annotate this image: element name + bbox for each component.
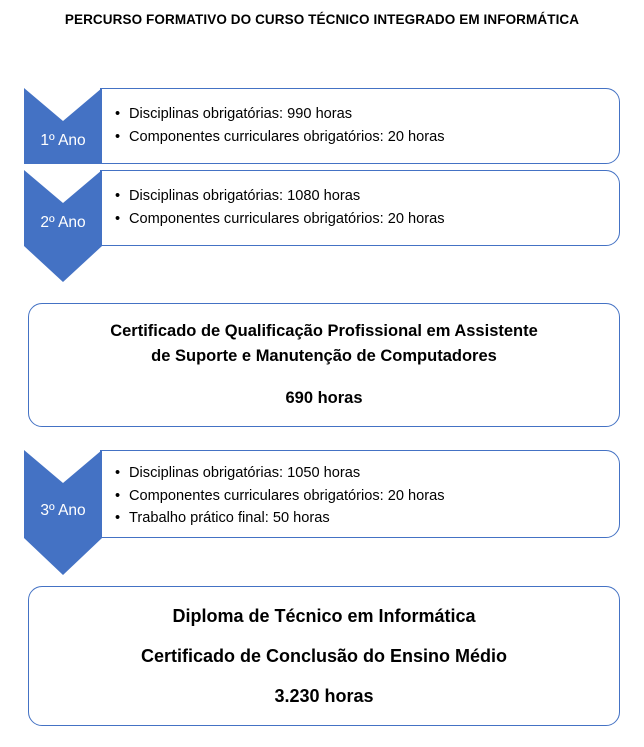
stage-year-2 xyxy=(24,170,620,282)
list-item: • Disciplinas obrigatórias: 1080 horas xyxy=(115,185,619,208)
list-item: • Trabalho prático final: 50 horas xyxy=(115,507,619,530)
year-3-bullet-list xyxy=(115,462,619,530)
qualification-certificate-box xyxy=(28,303,620,427)
year-2-bullet-list xyxy=(115,185,619,230)
chevron-down-shape xyxy=(24,88,102,164)
list-item: • Disciplinas obrigatórias: 990 horas xyxy=(115,103,619,126)
certificate-line-1: Certificado de Qualificação Profissional em Assistente xyxy=(110,322,538,340)
diploma-line-2: Certificado de Conclusão do Ensino Médio xyxy=(140,646,508,666)
year-1-label: 1º Ano xyxy=(40,132,86,149)
list-item: • Componentes curriculares obrigatórios: 20 horas xyxy=(115,126,619,149)
year-2-content-box xyxy=(100,170,620,246)
year-3-content-box xyxy=(100,450,620,538)
stage-year-3 xyxy=(24,450,620,575)
year-3-label: 3º Ano xyxy=(40,502,86,519)
certificate-line-2: de Suporte e Manutenção de Computadores xyxy=(151,347,497,365)
stage-year-1 xyxy=(24,88,620,164)
year-2-label: 2º Ano xyxy=(40,214,86,231)
list-item: • Componentes curriculares obrigatórios: 20 horas xyxy=(115,208,619,231)
year-1-bullet-list xyxy=(115,103,619,148)
chevron-down-arrow-shape xyxy=(24,450,102,575)
certificate-hours: 690 horas xyxy=(285,389,363,407)
page-title: PERCURSO FORMATIVO DO CURSO TÉCNICO INTEGRADO EM INFORMÁTICA xyxy=(64,12,580,27)
chevron-down-arrow-shape xyxy=(24,170,102,282)
year-3-chevron xyxy=(24,450,102,575)
diploma-hours: 3.230 horas xyxy=(274,686,374,706)
list-item: • Disciplinas obrigatórias: 1050 horas xyxy=(115,462,619,485)
final-diploma-box xyxy=(28,586,620,726)
list-item: • Componentes curriculares obrigatórios: 20 horas xyxy=(115,485,619,508)
year-1-chevron xyxy=(24,88,102,164)
year-2-chevron xyxy=(24,170,102,282)
diploma-line-1: Diploma de Técnico em Informática xyxy=(172,606,476,626)
year-1-content-box xyxy=(100,88,620,164)
